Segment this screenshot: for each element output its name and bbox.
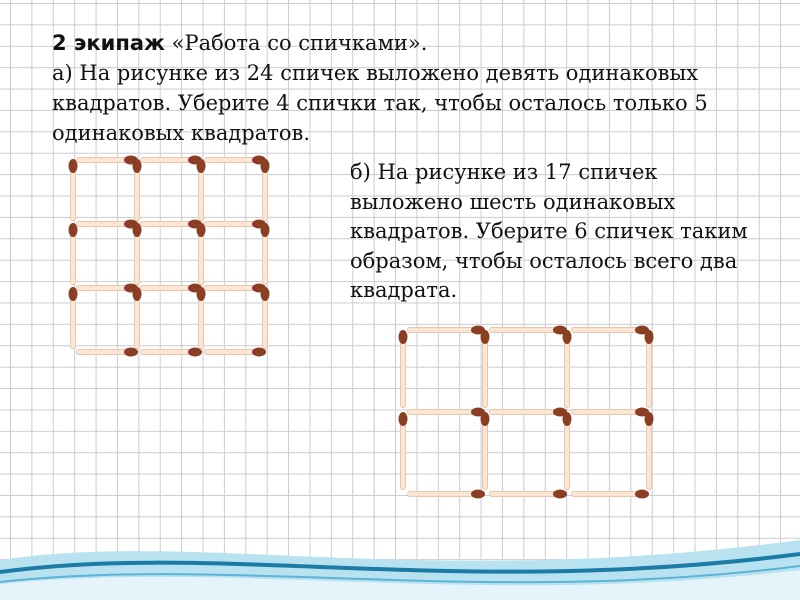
decorative-wave-footer [0, 520, 800, 600]
matchstick [645, 330, 654, 405]
matchstick [481, 330, 490, 405]
matchstick [399, 412, 408, 487]
match-head [481, 330, 490, 344]
matchstick [410, 490, 485, 499]
match-head [563, 330, 572, 344]
match-head [481, 412, 490, 426]
task-b-text: б) На рисунке из 17 спичек выложено шесть одинаковых квадратов. Уберите 6 спичек таким образом, чтобы осталось всего два квадрата. [350, 160, 748, 302]
matchstick [410, 326, 485, 335]
match-head [399, 330, 408, 344]
crew-label: 2 экипаж [52, 31, 165, 55]
matchstick [492, 326, 567, 335]
task-a-text: а) На рисунке из 24 спичек выложено девять одинаковых квадратов. Уберите 4 спички так, чтобы осталось только 5 одинаковых квадратов. [52, 61, 708, 145]
match-head [563, 412, 572, 426]
match-head [553, 490, 567, 499]
matchstick [563, 330, 572, 405]
matchstick [492, 408, 567, 417]
matchstick [574, 326, 649, 335]
matchstick [574, 408, 649, 417]
matchstick [481, 412, 490, 487]
task-title: «Работа со спичками». [171, 31, 428, 55]
matchstick [492, 490, 567, 499]
matchstick [399, 330, 408, 405]
match-head [645, 412, 654, 426]
matchstick [410, 408, 485, 417]
matchstick [574, 490, 649, 499]
match-head [635, 490, 649, 499]
match-head [399, 412, 408, 426]
match-head [645, 330, 654, 344]
matchstick [563, 412, 572, 487]
match-head [471, 490, 485, 499]
matchstick [645, 412, 654, 487]
